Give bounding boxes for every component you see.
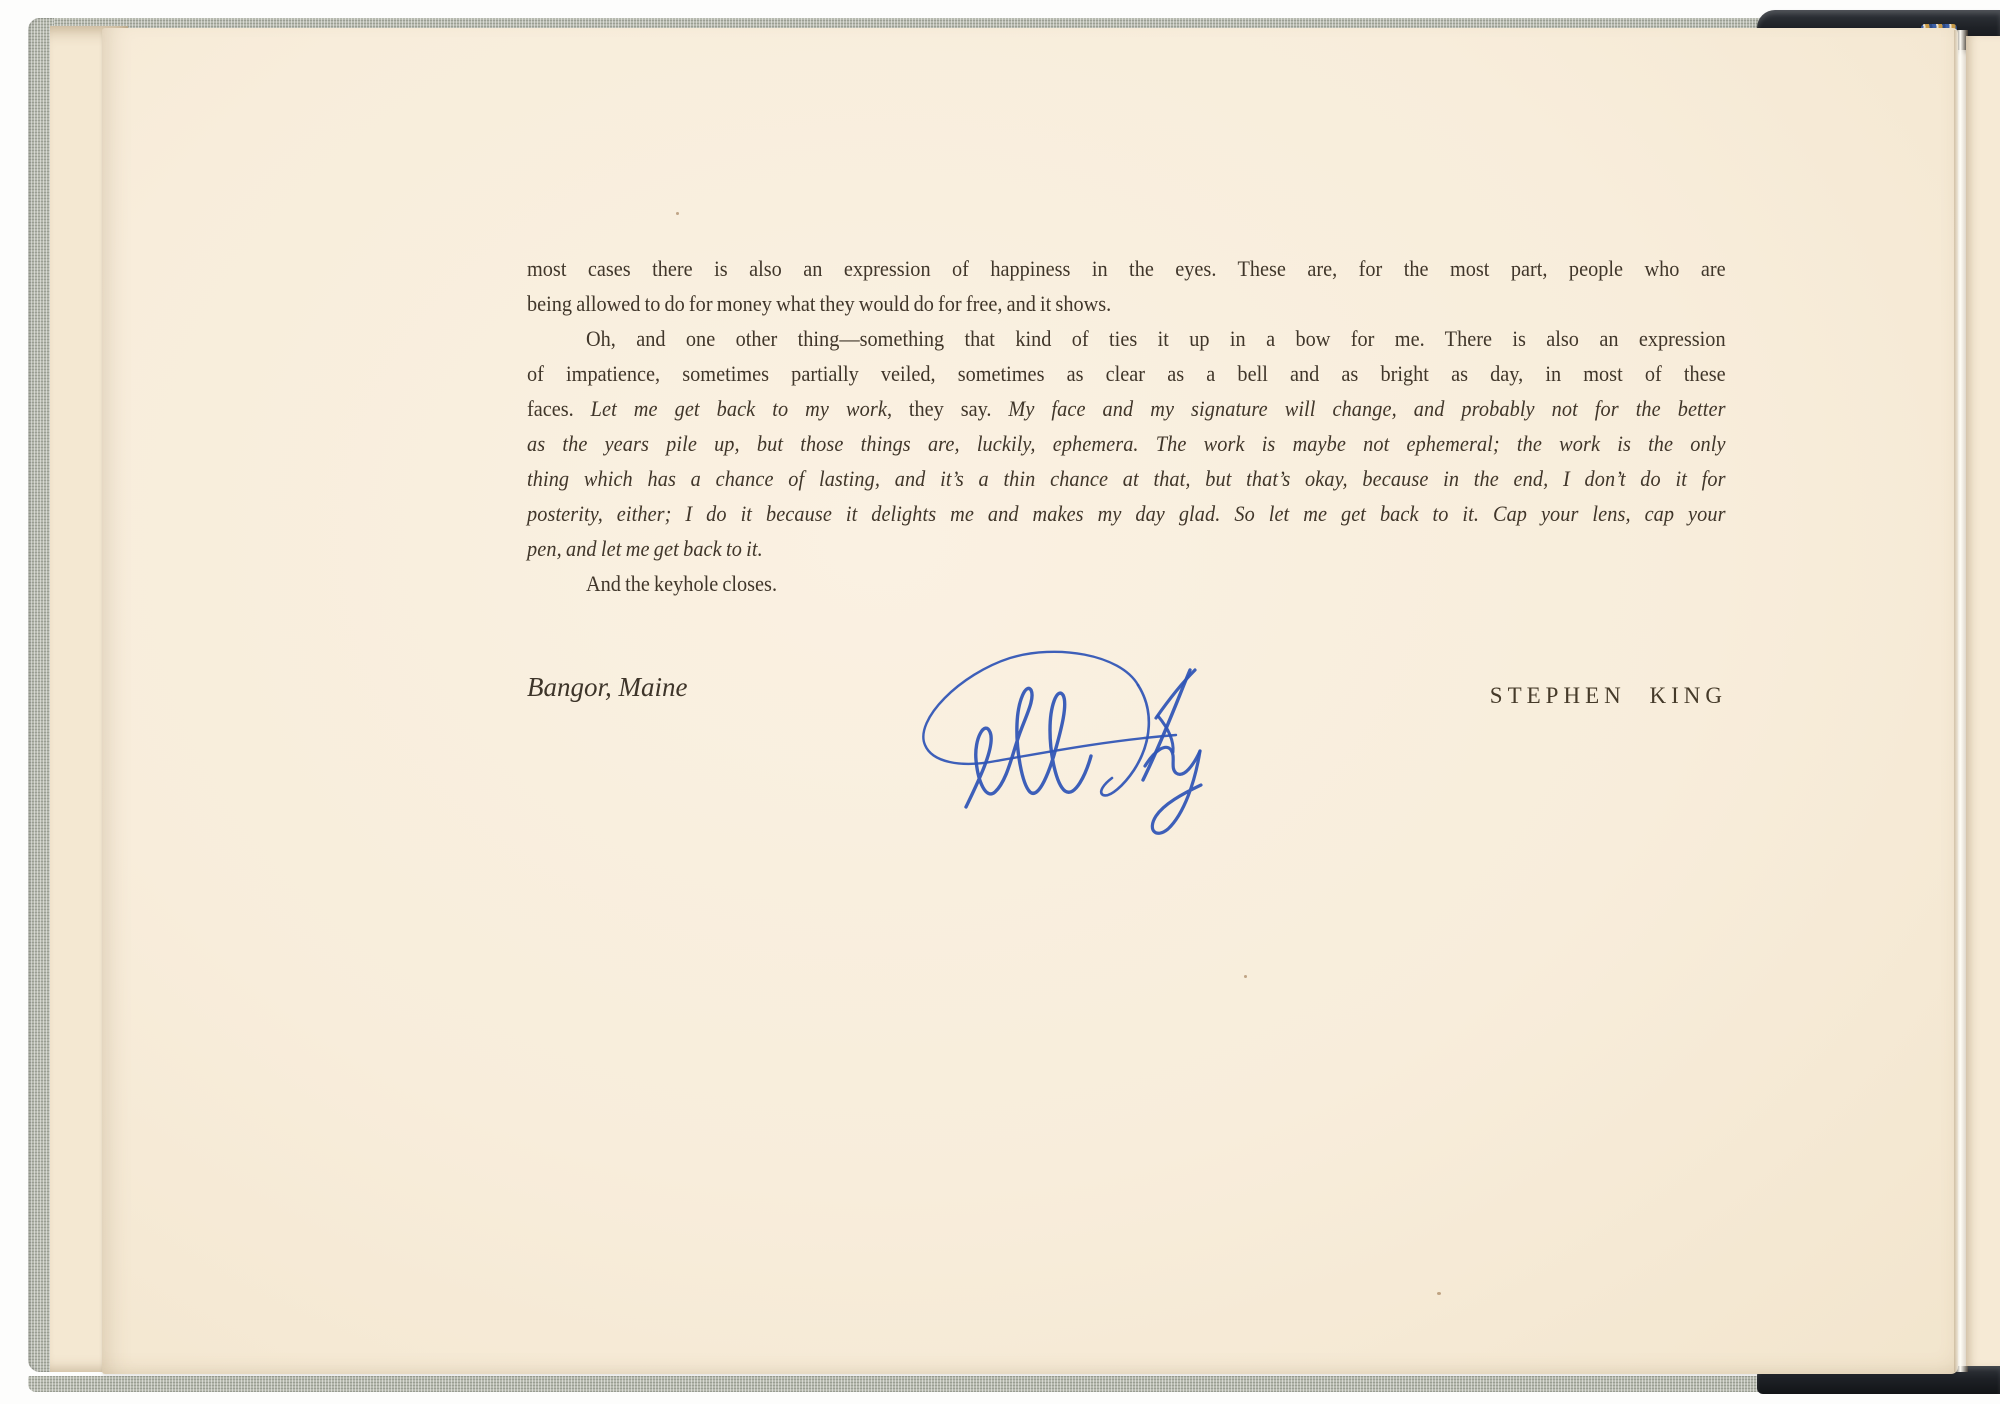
text-line: as the years pile up, but those things are, luckily, ephemera. The work is maybe not ephemeral; the work is the only	[527, 431, 1726, 456]
place-line: Bangor, Maine	[527, 672, 688, 702]
text-block	[527, 251, 1726, 601]
facing-page-edge	[1966, 36, 2000, 1366]
text-line: being allowed to do for money what they would do for free, and it shows.	[527, 291, 1112, 316]
text-line: And the keyhole closes.	[586, 571, 778, 596]
author-name: STEPHEN KING	[1489, 683, 1727, 708]
text-line: thing which has a chance of lasting, and it’s a thin chance at that, but that’s okay, because in the end, I don’t do it for	[527, 466, 1726, 491]
text-line: most cases there is also an expression of happiness in the eyes. These are, for the most part, people who are	[527, 256, 1726, 281]
paper-speck	[1244, 975, 1247, 978]
text-line: Oh, and one other thing—something that kind of ties it up in a bow for me. There is also an expression	[586, 326, 1726, 351]
book-cover-cloth-bottom-edge	[28, 1376, 1761, 1392]
text-line: of impatience, sometimes partially veiled, sometimes as clear as a bell and as bright as day, in most of these	[527, 361, 1726, 386]
text-line: pen, and let me get back to it.	[527, 536, 763, 561]
paper-speck	[1437, 1292, 1441, 1295]
stephen-king-signature	[898, 642, 1250, 860]
text-line: posterity, either; I do it because it delights me and makes my day glad. So let me get back to it. Cap your lens, cap your	[527, 501, 1726, 526]
text-line: faces. Let me get back to my work, they say. My face and my signature will change, and probably not for the better	[527, 396, 1726, 421]
paper-speck	[676, 212, 679, 215]
